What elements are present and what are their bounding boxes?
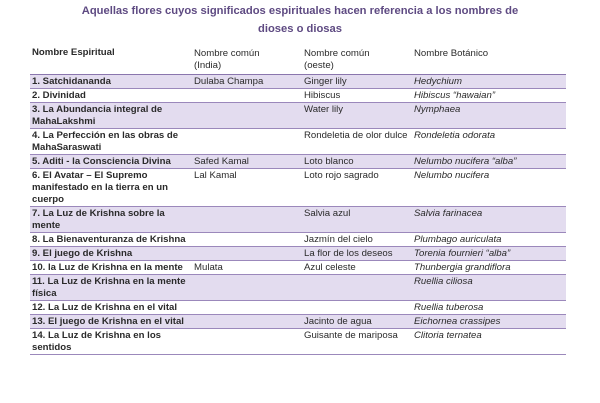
spiritual-name-cell: 9. El juego de Krishna — [30, 247, 192, 261]
flowers-table — [30, 44, 566, 355]
spiritual-name-cell: 13. El juego de Krishna en el vital — [30, 315, 192, 329]
india-name-cell — [192, 89, 302, 103]
header-botanical: Nombre Botánico — [412, 44, 566, 75]
india-name-cell — [192, 301, 302, 315]
west-name-cell: Loto rojo sagrado — [302, 169, 412, 207]
header-west — [302, 44, 412, 75]
header-india-line2: (India) — [194, 60, 222, 71]
table-row — [30, 329, 566, 355]
spiritual-name-cell: 7. La Luz de Krishna sobre la mente — [30, 207, 192, 233]
spiritual-name-cell: 5. Aditi - la Consciencia Divina — [30, 155, 192, 169]
table-row — [30, 233, 566, 247]
india-name-cell — [192, 103, 302, 129]
table-row — [30, 75, 566, 89]
botanical-name-cell: Nelumbo nucifera — [412, 169, 566, 207]
header-row — [30, 44, 566, 75]
spiritual-name-cell: 8. La Bienaventuranza de Krishna — [30, 233, 192, 247]
india-name-cell — [192, 315, 302, 329]
india-name-cell: Dulaba Champa — [192, 75, 302, 89]
spiritual-name-cell: 14. La Luz de Krishna en los sentidos — [30, 329, 192, 355]
title-line-2: dioses o diosas — [258, 23, 342, 35]
header-india — [192, 44, 302, 75]
spiritual-name-cell: 4. La Perfección en las obras de MahaSaraswati — [30, 129, 192, 155]
botanical-name-cell: Hibiscus “hawaian” — [412, 89, 566, 103]
botanical-name-cell: Torenia fournieri “alba” — [412, 247, 566, 261]
west-name-cell — [302, 275, 412, 301]
title-line-1: Aquellas flores cuyos significados espirituales hacen referencia a los nombres de — [81, 5, 519, 17]
india-name-cell — [192, 275, 302, 301]
botanical-name-cell: Eichornea crassipes — [412, 315, 566, 329]
botanical-name-cell: Rondeletia odorata — [412, 129, 566, 155]
table-row — [30, 247, 566, 261]
spiritual-name-cell: 2. Divinidad — [30, 89, 192, 103]
india-name-cell — [192, 247, 302, 261]
spiritual-name-cell: 12. La Luz de Krishna en el vital — [30, 301, 192, 315]
botanical-name-cell: Nelumbo nucifera “alba” — [412, 155, 566, 169]
botanical-name-cell: Hedychium — [412, 75, 566, 89]
west-name-cell — [302, 301, 412, 315]
table-row — [30, 261, 566, 275]
table-row — [30, 155, 566, 169]
table-row — [30, 207, 566, 233]
botanical-name-cell: Plumbago auriculata — [412, 233, 566, 247]
india-name-cell — [192, 233, 302, 247]
west-name-cell: Hibiscus — [302, 89, 412, 103]
header-west-line1: Nombre común — [304, 48, 370, 59]
table-row — [30, 315, 566, 329]
spiritual-name-cell: 11. La Luz de Krishna en la mente física — [30, 275, 192, 301]
india-name-cell — [192, 207, 302, 233]
header-india-line1: Nombre común — [194, 48, 260, 59]
west-name-cell: Azul celeste — [302, 261, 412, 275]
table-row — [30, 89, 566, 103]
west-name-cell: Jacinto de agua — [302, 315, 412, 329]
botanical-name-cell: Ruellia ciliosa — [412, 275, 566, 301]
west-name-cell: Salvia azul — [302, 207, 412, 233]
table-row — [30, 129, 566, 155]
west-name-cell: Loto blanco — [302, 155, 412, 169]
india-name-cell: Safed Kamal — [192, 155, 302, 169]
header-west-line2: (oeste) — [304, 60, 334, 71]
india-name-cell — [192, 129, 302, 155]
botanical-name-cell: Salvia farinacea — [412, 207, 566, 233]
page-title — [60, 2, 540, 38]
west-name-cell: Guisante de mariposa — [302, 329, 412, 355]
spiritual-name-cell: 3. La Abundancia integral de MahaLakshmi — [30, 103, 192, 129]
west-name-cell: Rondeletia de olor dulce — [302, 129, 412, 155]
botanical-name-cell: Nymphaea — [412, 103, 566, 129]
header-spiritual: Nombre Espiritual — [30, 44, 192, 75]
botanical-name-cell: Ruellia tuberosa — [412, 301, 566, 315]
india-name-cell: Lal Kamal — [192, 169, 302, 207]
spiritual-name-cell: 1. Satchidananda — [30, 75, 192, 89]
table-row — [30, 275, 566, 301]
west-name-cell: Jazmín del cielo — [302, 233, 412, 247]
west-name-cell: Water lily — [302, 103, 412, 129]
botanical-name-cell: Clitoria ternatea — [412, 329, 566, 355]
spiritual-name-cell: 6. El Avatar – El Supremo manifestado en la tierra en un cuerpo — [30, 169, 192, 207]
india-name-cell: Mulata — [192, 261, 302, 275]
table-row — [30, 169, 566, 207]
spiritual-name-cell: 10. la Luz de Krishna en la mente — [30, 261, 192, 275]
table-row — [30, 103, 566, 129]
west-name-cell: La flor de los deseos — [302, 247, 412, 261]
west-name-cell: Ginger lily — [302, 75, 412, 89]
table-row — [30, 301, 566, 315]
botanical-name-cell: Thunbergia grandiflora — [412, 261, 566, 275]
india-name-cell — [192, 329, 302, 355]
table-body — [30, 75, 566, 355]
